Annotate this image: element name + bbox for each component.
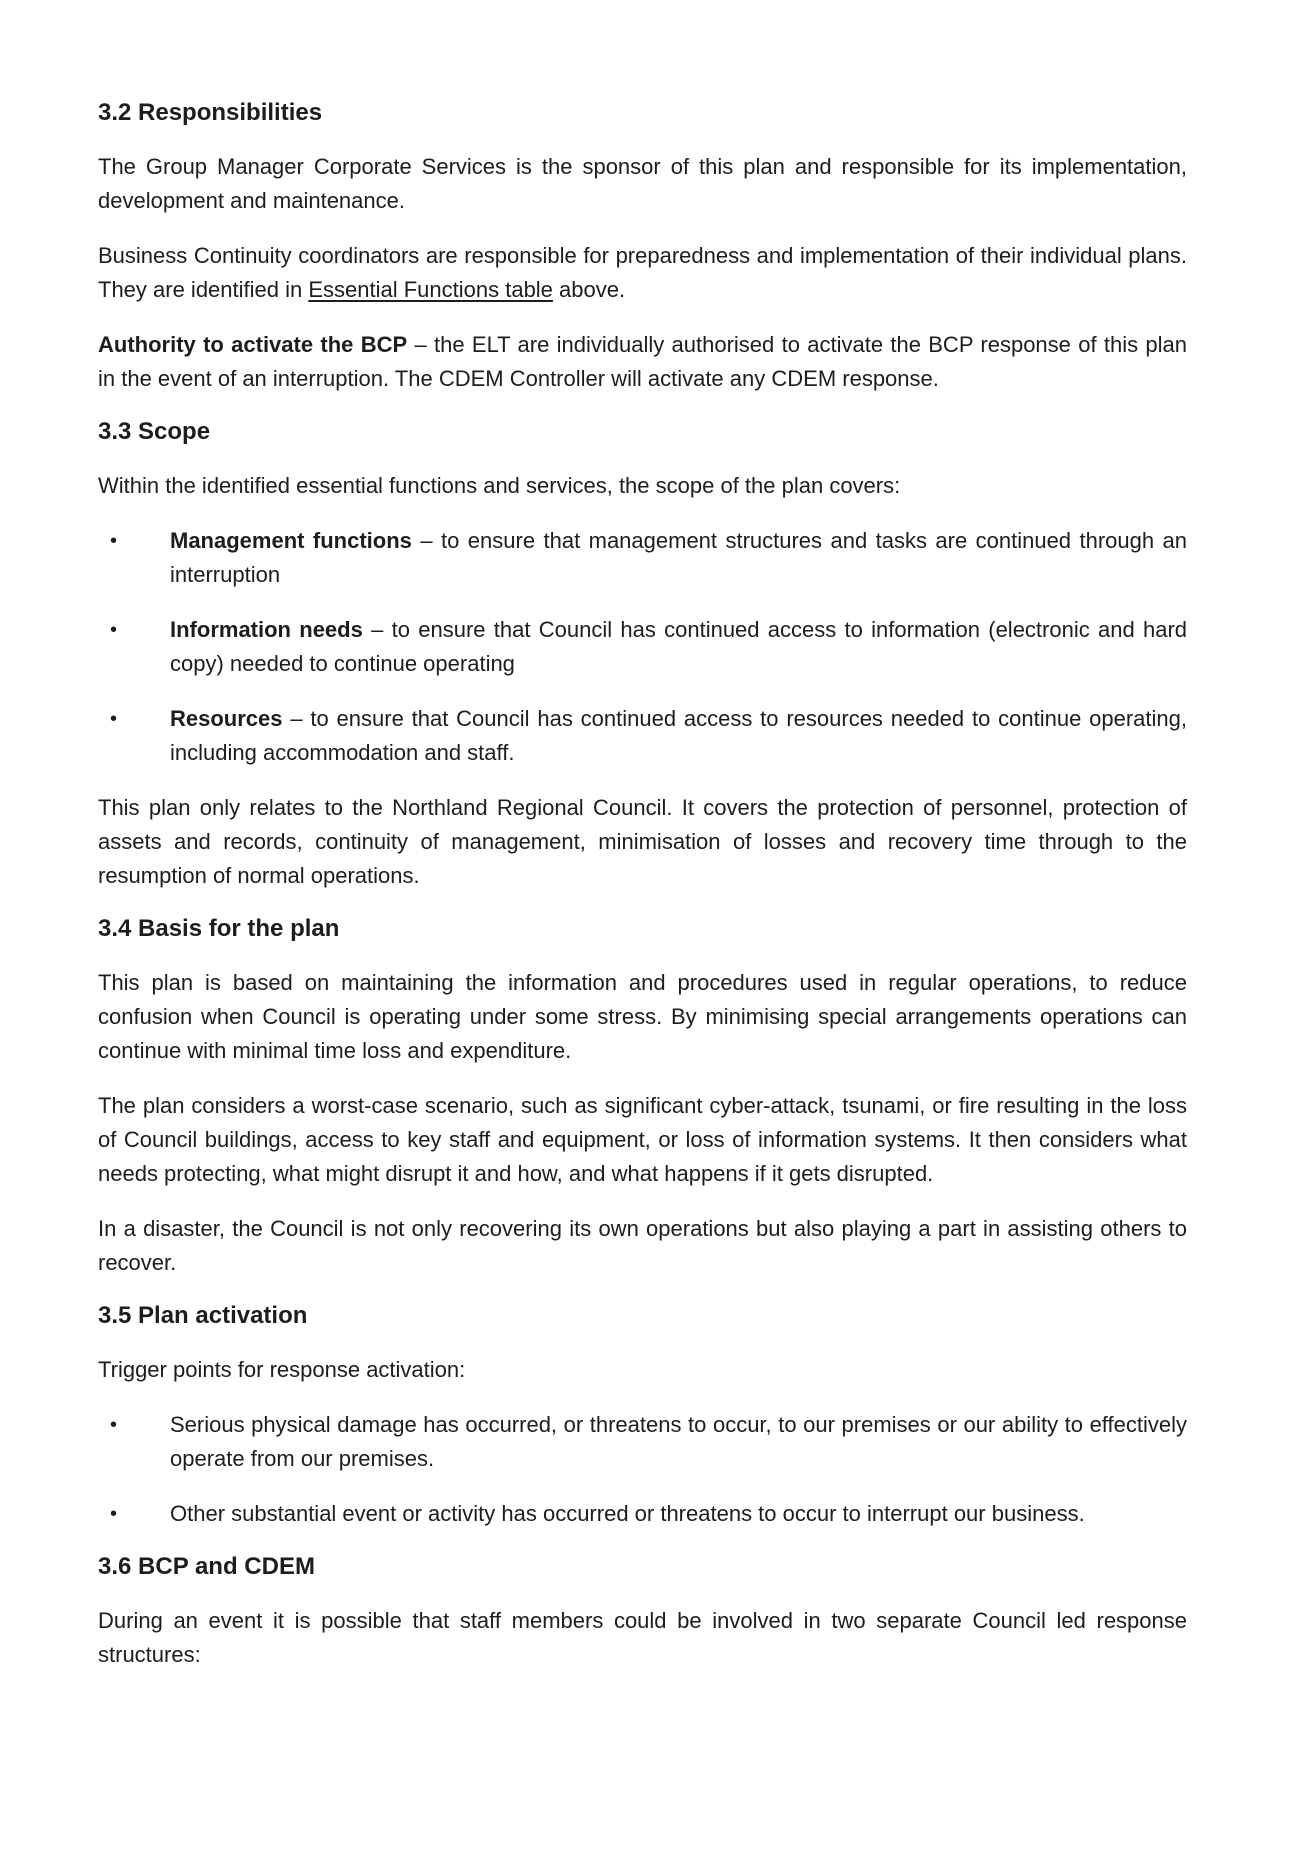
bullet-text (170, 1497, 1187, 1531)
bullet-icon: • (110, 1414, 118, 1436)
bullet-item (98, 1497, 1187, 1531)
paragraph (98, 328, 1187, 396)
bullet-item (98, 613, 1187, 681)
paragraph (98, 1353, 1187, 1387)
bullet-item (98, 524, 1187, 592)
bullet-text (170, 524, 1187, 592)
text-run: Serious physical damage has occurred, or threatens to occur, to our premises or our ability to effectively operate from our premises. (170, 1412, 1187, 1471)
paragraph (98, 791, 1187, 893)
bullet-item (98, 702, 1187, 770)
text-run: This plan only relates to the Northland Regional Council. It covers the protection of personnel, protection of assets and records, continuity of management, minimisation of losses and recovery time through to the resumption of normal operations. (98, 795, 1187, 888)
text-run: Information needs (170, 617, 363, 642)
paragraph (98, 1212, 1187, 1280)
text-run: Management functions (170, 528, 412, 553)
paragraph (98, 1089, 1187, 1191)
text-run: – to ensure that Council has continued access to resources needed to continue operating, including accommodation and staff. (170, 706, 1187, 765)
text-run: Authority to activate the BCP (98, 332, 408, 357)
text-run: This plan is based on maintaining the information and procedures used in regular operations, to reduce confusion when Council is operating under some stress. By minimising special arrangements operations can continue with minimal time loss and expenditure. (98, 970, 1187, 1063)
text-run: Resources (170, 706, 283, 731)
bullet-icon: • (110, 530, 118, 552)
paragraph (98, 239, 1187, 307)
section-heading: 3.6 BCP and CDEM (98, 1553, 315, 1580)
text-run: Within the identified essential functions and services, the scope of the plan covers: (98, 473, 901, 498)
section-heading: 3.4 Basis for the plan (98, 915, 340, 942)
bullet-item (98, 1408, 1187, 1476)
paragraph (98, 469, 1187, 503)
bullet-text (170, 702, 1187, 770)
text-run: – to ensure that Council has continued access to information (electronic and hard copy) needed to continue operating (170, 617, 1187, 676)
text-run: In a disaster, the Council is not only recovering its own operations but also playing a part in assisting others to recover. (98, 1216, 1187, 1275)
section-heading: 3.3 Scope (98, 418, 211, 445)
document-body (98, 98, 1187, 1672)
text-run: The plan considers a worst-case scenario, such as significant cyber-attack, tsunami, or fire resulting in the loss of Council buildings, access to key staff and equipment, or loss of information systems. It then considers what needs protecting, what might disrupt it and how, and what happens if it gets disrupted. (98, 1093, 1187, 1186)
text-run: Trigger points for response activation: (98, 1357, 466, 1382)
bullet-icon: • (110, 619, 118, 641)
bullet-icon: • (110, 1503, 118, 1525)
text-run: During an event it is possible that staff members could be involved in two separate Council led response structures: (98, 1608, 1187, 1667)
text-run: Business Continuity coordinators are responsible for preparedness and implementation of their individual plans. They are identified in (98, 243, 1187, 302)
section-heading: 3.2 Responsibilities (98, 99, 323, 126)
paragraph (98, 966, 1187, 1068)
text-run: Other substantial event or activity has occurred or threatens to occur to interrupt our business. (170, 1501, 1085, 1526)
bullet-icon: • (110, 708, 118, 730)
paragraph (98, 1604, 1187, 1672)
text-run: – to ensure that management structures and tasks are continued through an interruption (170, 528, 1187, 587)
essential-functions-link[interactable]: Essential Functions table (308, 277, 553, 302)
paragraph (98, 150, 1187, 218)
bullet-text (170, 613, 1187, 681)
text-run: – the ELT are individually authorised to activate the BCP response of this plan in the event of an interruption. The CDEM Controller will activate any CDEM response. (98, 332, 1188, 391)
section-heading: 3.5 Plan activation (98, 1302, 308, 1329)
bullet-text (170, 1408, 1187, 1476)
text-run: The Group Manager Corporate Services is the sponsor of this plan and responsible for its implementation, development and maintenance. (98, 154, 1187, 213)
text-run: above. (552, 277, 626, 302)
